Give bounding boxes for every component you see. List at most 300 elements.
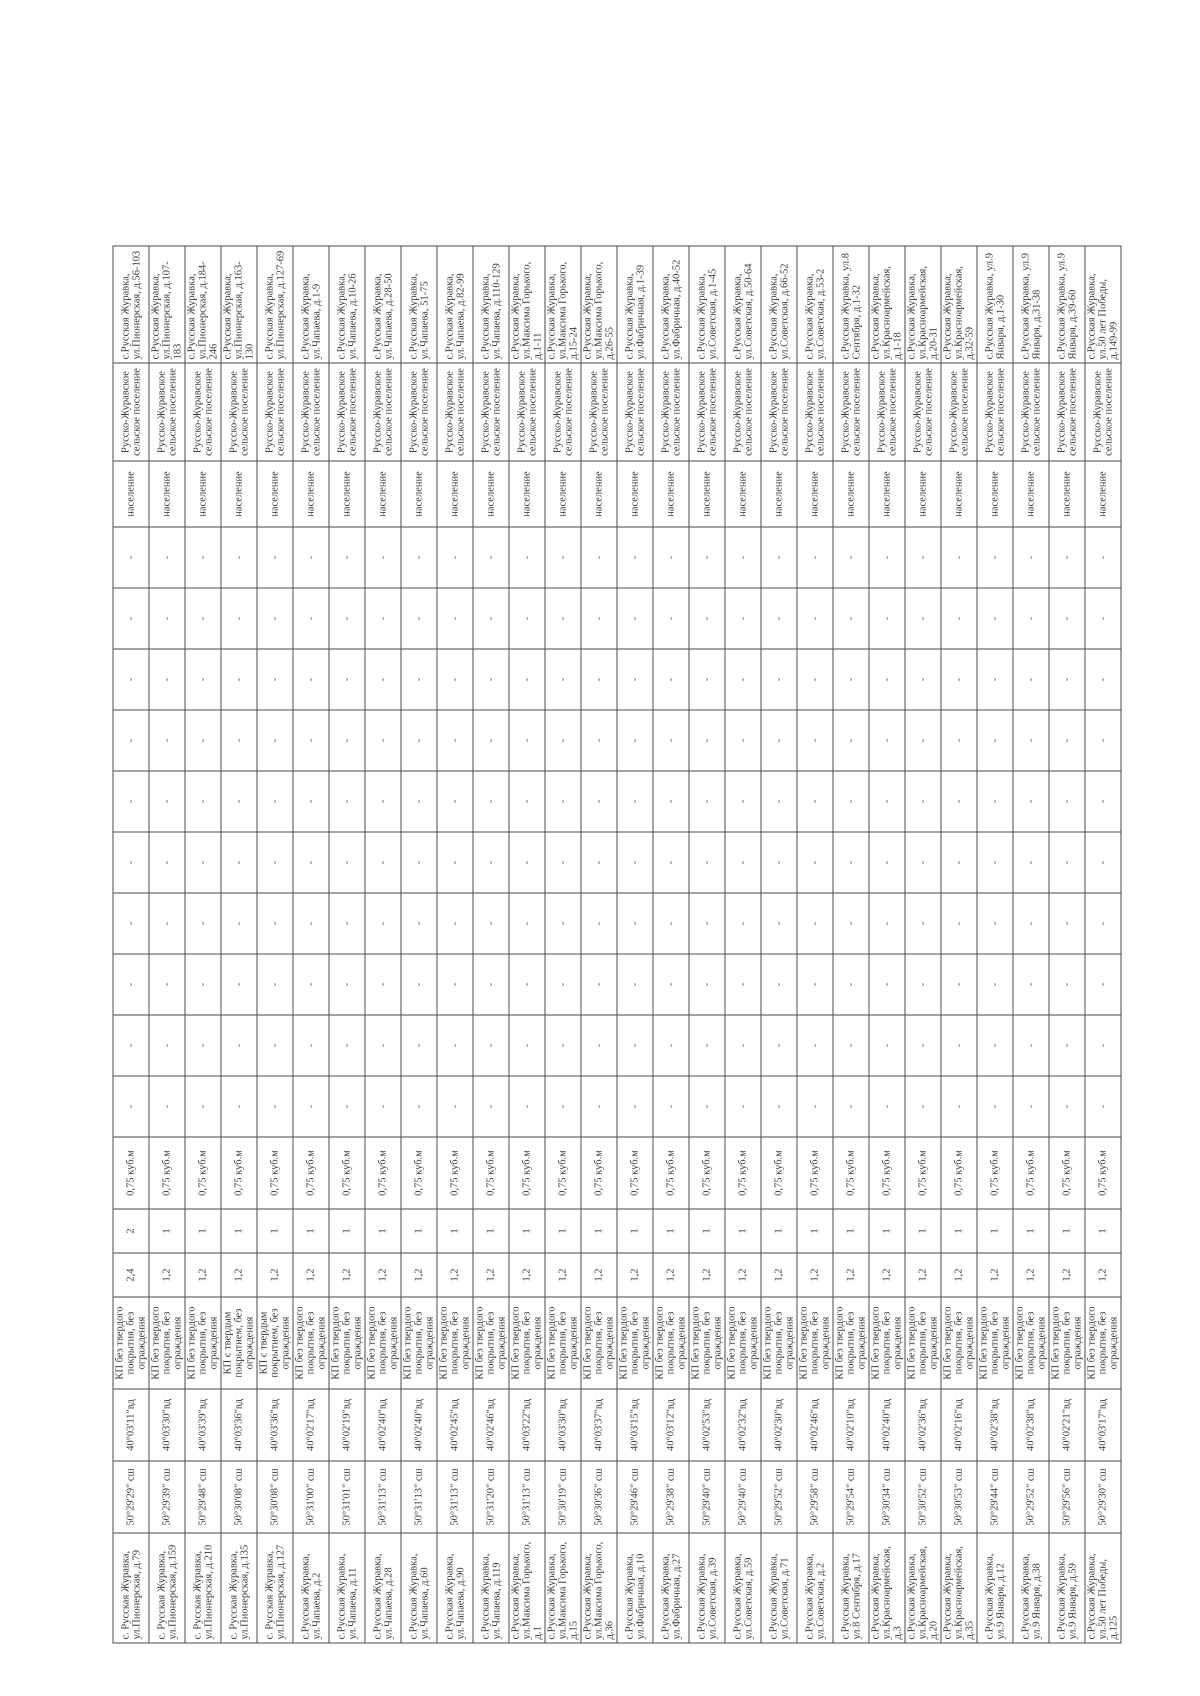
cell-owner: Русско-Журавское сельское поселение bbox=[833, 363, 869, 461]
cell-b5: - bbox=[725, 832, 761, 893]
cell-b1: - bbox=[185, 1076, 221, 1137]
cell-b1: - bbox=[545, 1076, 581, 1137]
cell-status: население bbox=[293, 461, 329, 527]
cell-b7: - bbox=[905, 710, 941, 771]
cell-address: с. Русская Журавка, ул.Пионерская, д.79 bbox=[113, 1533, 149, 1643]
cell-b7: - bbox=[1013, 710, 1049, 771]
cell-address: с.Русская Журавка, ул.Красноармейская, д.20 bbox=[905, 1533, 941, 1643]
cell-b4: - bbox=[725, 893, 761, 954]
cell-location: с.Русская Журавка, ул.Советская, д.53-2 bbox=[797, 246, 833, 363]
cell-location: с.Русская Журавка, ул.Советская, д.50-64 bbox=[725, 246, 761, 363]
cell-b1: - bbox=[509, 1076, 545, 1137]
cell-b6: - bbox=[869, 771, 905, 832]
cell-b3: - bbox=[797, 954, 833, 1015]
cell-owner: Русско-Журавское сельское поселение bbox=[221, 363, 257, 461]
cell-latitude: 50°30'08" сш bbox=[221, 1461, 257, 1533]
cell-surface: КП с твердым покрытием, без ограждения bbox=[257, 1297, 293, 1389]
cell-longitude: 40°03'11"вд bbox=[113, 1389, 149, 1461]
cell-b6: - bbox=[473, 771, 509, 832]
cell-volume: 0,75 куб.м bbox=[1085, 1137, 1121, 1209]
cell-surface: КП без твердого покрытия, без ограждения bbox=[689, 1297, 725, 1389]
cell-longitude: 40°03'37"вд bbox=[581, 1389, 617, 1461]
cell-b7: - bbox=[761, 710, 797, 771]
cell-b10: - bbox=[329, 527, 365, 588]
cell-b10: - bbox=[113, 527, 149, 588]
cell-b1: - bbox=[905, 1076, 941, 1137]
cell-b2: - bbox=[689, 1015, 725, 1076]
cell-b4: - bbox=[869, 893, 905, 954]
cell-latitude: 50°31'01" сш bbox=[329, 1461, 365, 1533]
cell-b8: - bbox=[473, 649, 509, 710]
cell-longitude: 40°02'38"вд bbox=[1013, 1389, 1049, 1461]
cell-surface: КП без твердого покрытия, без ограждения bbox=[113, 1297, 149, 1389]
cell-surface: КП без твердого покрытия, без ограждения bbox=[437, 1297, 473, 1389]
cell-b9: - bbox=[1013, 588, 1049, 649]
table-row bbox=[329, 246, 365, 1643]
cell-volume: 0,75 куб.м bbox=[617, 1137, 653, 1209]
table-row bbox=[833, 246, 869, 1643]
cell-owner: Русско-Журавское сельское поселение bbox=[761, 363, 797, 461]
cell-count: 1 bbox=[545, 1209, 581, 1253]
cell-status: население bbox=[761, 461, 797, 527]
cell-b1: - bbox=[617, 1076, 653, 1137]
cell-volume: 0,75 куб.м bbox=[653, 1137, 689, 1209]
cell-area: 1,2 bbox=[617, 1253, 653, 1297]
cell-b9: - bbox=[185, 588, 221, 649]
cell-b6: - bbox=[581, 771, 617, 832]
cell-b3: - bbox=[329, 954, 365, 1015]
waste-container-register-table bbox=[112, 246, 1121, 1644]
cell-b7: - bbox=[1085, 710, 1121, 771]
cell-b4: - bbox=[653, 893, 689, 954]
cell-volume: 0,75 куб.м bbox=[329, 1137, 365, 1209]
cell-b2: - bbox=[653, 1015, 689, 1076]
table-row bbox=[1013, 246, 1049, 1643]
cell-b8: - bbox=[509, 649, 545, 710]
cell-b5: - bbox=[581, 832, 617, 893]
cell-b7: - bbox=[149, 710, 185, 771]
cell-volume: 0,75 куб.м bbox=[941, 1137, 977, 1209]
cell-b9: - bbox=[221, 588, 257, 649]
cell-b10: - bbox=[761, 527, 797, 588]
cell-area: 1,2 bbox=[257, 1253, 293, 1297]
cell-location: с.Русская Журавка, ул.Пионерская, д.163-130 bbox=[221, 246, 257, 363]
cell-count: 1 bbox=[1013, 1209, 1049, 1253]
cell-address: с.Русская Журавка, ул.Чапаева, д.11 bbox=[329, 1533, 365, 1643]
cell-b6: - bbox=[1049, 771, 1085, 832]
table-row bbox=[761, 246, 797, 1643]
cell-b4: - bbox=[509, 893, 545, 954]
cell-location: с.Русская Журавка, ул.Чапаева, д.82-99 bbox=[437, 246, 473, 363]
cell-b10: - bbox=[797, 527, 833, 588]
cell-b10: - bbox=[869, 527, 905, 588]
cell-b5: - bbox=[473, 832, 509, 893]
cell-location: с.Русская Журавка, ул.8 Сентября, д.1-32 bbox=[833, 246, 869, 363]
cell-b10: - bbox=[257, 527, 293, 588]
cell-b8: - bbox=[725, 649, 761, 710]
cell-b3: - bbox=[437, 954, 473, 1015]
cell-b7: - bbox=[257, 710, 293, 771]
table-row bbox=[869, 246, 905, 1643]
cell-volume: 0,75 куб.м bbox=[905, 1137, 941, 1209]
cell-status: население bbox=[365, 461, 401, 527]
cell-volume: 0,75 куб.м bbox=[833, 1137, 869, 1209]
table-row bbox=[725, 246, 761, 1643]
cell-b9: - bbox=[653, 588, 689, 649]
cell-surface: КП без твердого покрытия, без ограждения bbox=[581, 1297, 617, 1389]
cell-b8: - bbox=[149, 649, 185, 710]
cell-b3: - bbox=[473, 954, 509, 1015]
cell-area: 2,4 bbox=[113, 1253, 149, 1297]
cell-address: с. Русская Журавка, ул.Пионерская, д.159 bbox=[149, 1533, 185, 1643]
cell-b5: - bbox=[1085, 832, 1121, 893]
cell-b4: - bbox=[221, 893, 257, 954]
cell-address: с.Русская Журавка, ул.Советская, д.2 bbox=[797, 1533, 833, 1643]
cell-surface: КП без твердого покрытия, без ограждения bbox=[509, 1297, 545, 1389]
cell-b8: - bbox=[437, 649, 473, 710]
cell-b7: - bbox=[545, 710, 581, 771]
cell-area: 1,2 bbox=[869, 1253, 905, 1297]
cell-b9: - bbox=[833, 588, 869, 649]
cell-owner: Русско-Журавское сельское поселение bbox=[1085, 363, 1121, 461]
cell-address: с.Русская Журавка, ул.Фабричная, д.10 bbox=[617, 1533, 653, 1643]
cell-count: 1 bbox=[365, 1209, 401, 1253]
cell-b1: - bbox=[365, 1076, 401, 1137]
cell-volume: 0,75 куб.м bbox=[581, 1137, 617, 1209]
cell-b6: - bbox=[401, 771, 437, 832]
cell-volume: 0,75 куб.м bbox=[725, 1137, 761, 1209]
cell-volume: 0,75 куб.м bbox=[365, 1137, 401, 1209]
cell-b4: - bbox=[833, 893, 869, 954]
table-row bbox=[689, 246, 725, 1643]
cell-b10: - bbox=[905, 527, 941, 588]
cell-b9: - bbox=[617, 588, 653, 649]
cell-b1: - bbox=[329, 1076, 365, 1137]
cell-area: 1,2 bbox=[185, 1253, 221, 1297]
cell-latitude: 50°29'58" сш bbox=[797, 1461, 833, 1533]
cell-b5: - bbox=[869, 832, 905, 893]
table-row bbox=[797, 246, 833, 1643]
cell-b8: - bbox=[545, 649, 581, 710]
cell-owner: Русско-Журавское сельское поселение bbox=[1049, 363, 1085, 461]
cell-b4: - bbox=[689, 893, 725, 954]
table-row bbox=[293, 246, 329, 1643]
cell-b8: - bbox=[401, 649, 437, 710]
cell-owner: Русско-Журавское сельское поселение bbox=[869, 363, 905, 461]
table-row bbox=[581, 246, 617, 1643]
cell-b1: - bbox=[833, 1076, 869, 1137]
cell-owner: Русско-Журавское сельское поселение bbox=[509, 363, 545, 461]
cell-b10: - bbox=[365, 527, 401, 588]
cell-b2: - bbox=[473, 1015, 509, 1076]
cell-count: 1 bbox=[653, 1209, 689, 1253]
cell-longitude: 40°02'10"вд bbox=[833, 1389, 869, 1461]
cell-latitude: 50°29'48" сш bbox=[185, 1461, 221, 1533]
cell-b3: - bbox=[581, 954, 617, 1015]
cell-b3: - bbox=[365, 954, 401, 1015]
cell-b6: - bbox=[437, 771, 473, 832]
cell-b9: - bbox=[545, 588, 581, 649]
cell-b4: - bbox=[257, 893, 293, 954]
cell-b5: - bbox=[365, 832, 401, 893]
cell-status: население bbox=[149, 461, 185, 527]
cell-surface: КП без твердого покрытия, без ограждения bbox=[761, 1297, 797, 1389]
cell-owner: Русско-Журавское сельское поселение bbox=[293, 363, 329, 461]
table-row bbox=[401, 246, 437, 1643]
cell-count: 1 bbox=[977, 1209, 1013, 1253]
cell-b4: - bbox=[545, 893, 581, 954]
cell-b2: - bbox=[257, 1015, 293, 1076]
table-row bbox=[437, 246, 473, 1643]
cell-b5: - bbox=[329, 832, 365, 893]
cell-area: 1,2 bbox=[437, 1253, 473, 1297]
cell-b4: - bbox=[797, 893, 833, 954]
cell-b6: - bbox=[905, 771, 941, 832]
cell-latitude: 50°31'13" сш bbox=[437, 1461, 473, 1533]
cell-b5: - bbox=[401, 832, 437, 893]
cell-latitude: 50°29'40" сш bbox=[689, 1461, 725, 1533]
cell-b9: - bbox=[869, 588, 905, 649]
cell-status: население bbox=[509, 461, 545, 527]
cell-b4: - bbox=[185, 893, 221, 954]
cell-owner: Русско-Журавское сельское поселение bbox=[653, 363, 689, 461]
cell-b8: - bbox=[1085, 649, 1121, 710]
cell-address: с.Русская Журавка, ул.Чапаева, д.2 bbox=[293, 1533, 329, 1643]
cell-b9: - bbox=[509, 588, 545, 649]
cell-location: с.Русская Журавка, ул.Максима Горького, д.15-24 bbox=[545, 246, 581, 363]
cell-b7: - bbox=[1049, 710, 1085, 771]
cell-area: 1,2 bbox=[797, 1253, 833, 1297]
cell-address: с.Русская Журавка, ул.Чапаева, д.60 bbox=[401, 1533, 437, 1643]
cell-longitude: 40°02'46"вд bbox=[797, 1389, 833, 1461]
cell-b5: - bbox=[617, 832, 653, 893]
cell-b3: - bbox=[941, 954, 977, 1015]
cell-location: с.Русская Журавка, ул.9 Января, д.31-38 bbox=[1013, 246, 1049, 363]
cell-b7: - bbox=[473, 710, 509, 771]
cell-b2: - bbox=[869, 1015, 905, 1076]
cell-longitude: 40°03'30"вд bbox=[149, 1389, 185, 1461]
cell-location: с.Русская Журавка, ул.Пионерская, д.184-246 bbox=[185, 246, 221, 363]
cell-longitude: 40°03'30"вд bbox=[545, 1389, 581, 1461]
cell-b6: - bbox=[761, 771, 797, 832]
cell-status: население bbox=[941, 461, 977, 527]
cell-b8: - bbox=[365, 649, 401, 710]
cell-b5: - bbox=[185, 832, 221, 893]
cell-latitude: 50°31'20" сш bbox=[473, 1461, 509, 1533]
cell-count: 2 bbox=[113, 1209, 149, 1253]
cell-volume: 0,75 куб.м bbox=[185, 1137, 221, 1209]
cell-status: население bbox=[869, 461, 905, 527]
cell-surface: КП без твердого покрытия, без ограждения bbox=[293, 1297, 329, 1389]
cell-b10: - bbox=[689, 527, 725, 588]
cell-longitude: 40°02'16"вд bbox=[941, 1389, 977, 1461]
cell-latitude: 50°31'00" сш bbox=[293, 1461, 329, 1533]
cell-location: с.Русская Журавка, ул.50 лет Победы, д.149-99 bbox=[1085, 246, 1121, 363]
cell-b3: - bbox=[1085, 954, 1121, 1015]
cell-b6: - bbox=[185, 771, 221, 832]
cell-b10: - bbox=[293, 527, 329, 588]
cell-b3: - bbox=[1049, 954, 1085, 1015]
cell-b3: - bbox=[149, 954, 185, 1015]
cell-b9: - bbox=[293, 588, 329, 649]
cell-b4: - bbox=[149, 893, 185, 954]
cell-longitude: 40°02'46"вд bbox=[473, 1389, 509, 1461]
cell-b6: - bbox=[149, 771, 185, 832]
cell-b7: - bbox=[941, 710, 977, 771]
cell-latitude: 50°29'44" сш bbox=[977, 1461, 1013, 1533]
cell-b5: - bbox=[257, 832, 293, 893]
cell-status: население bbox=[581, 461, 617, 527]
table-row bbox=[905, 246, 941, 1643]
cell-surface: КП без твердого покрытия, без ограждения bbox=[1085, 1297, 1121, 1389]
cell-address: с.Русская Журавка, ул.Максима Горького, д.15 bbox=[545, 1533, 581, 1643]
cell-owner: Русско-Журавское сельское поселение bbox=[149, 363, 185, 461]
cell-b2: - bbox=[293, 1015, 329, 1076]
cell-surface: КП без твердого покрытия, без ограждения bbox=[545, 1297, 581, 1389]
cell-latitude: 50°30'19" сш bbox=[545, 1461, 581, 1533]
cell-count: 1 bbox=[1085, 1209, 1121, 1253]
cell-b2: - bbox=[329, 1015, 365, 1076]
cell-b7: - bbox=[653, 710, 689, 771]
cell-b10: - bbox=[1085, 527, 1121, 588]
cell-b6: - bbox=[293, 771, 329, 832]
cell-location: с.Русская Журавка, ул.Чапаева, д.28-50 bbox=[365, 246, 401, 363]
cell-owner: Русско-Журавское сельское поселение bbox=[113, 363, 149, 461]
cell-surface: КП без твердого покрытия, без ограждения bbox=[797, 1297, 833, 1389]
cell-longitude: 40°03'39"вд bbox=[185, 1389, 221, 1461]
cell-count: 1 bbox=[437, 1209, 473, 1253]
cell-volume: 0,75 куб.м bbox=[221, 1137, 257, 1209]
cell-b3: - bbox=[905, 954, 941, 1015]
cell-b9: - bbox=[797, 588, 833, 649]
cell-b2: - bbox=[941, 1015, 977, 1076]
cell-b2: - bbox=[113, 1015, 149, 1076]
cell-surface: КП без твердого покрытия, без ограждения bbox=[869, 1297, 905, 1389]
cell-address: с.Русская Журавка, ул.9 Января, д.38 bbox=[1013, 1533, 1049, 1643]
cell-address: с. Русская Журавка, ул.Пионерская, д.127 bbox=[257, 1533, 293, 1643]
cell-b7: - bbox=[437, 710, 473, 771]
cell-b9: - bbox=[581, 588, 617, 649]
cell-status: население bbox=[257, 461, 293, 527]
cell-b1: - bbox=[653, 1076, 689, 1137]
cell-address: с.Русская Журавка, ул.Чапаева, д.90 bbox=[437, 1533, 473, 1643]
cell-b6: - bbox=[941, 771, 977, 832]
cell-b7: - bbox=[113, 710, 149, 771]
cell-b3: - bbox=[293, 954, 329, 1015]
cell-b4: - bbox=[293, 893, 329, 954]
cell-area: 1,2 bbox=[725, 1253, 761, 1297]
cell-b4: - bbox=[977, 893, 1013, 954]
cell-count: 1 bbox=[941, 1209, 977, 1253]
cell-b9: - bbox=[257, 588, 293, 649]
cell-latitude: 50°30'52" сш bbox=[905, 1461, 941, 1533]
cell-b7: - bbox=[617, 710, 653, 771]
cell-volume: 0,75 куб.м bbox=[509, 1137, 545, 1209]
cell-latitude: 50°30'34" сш bbox=[869, 1461, 905, 1533]
cell-b5: - bbox=[833, 832, 869, 893]
cell-status: население bbox=[833, 461, 869, 527]
cell-b5: - bbox=[509, 832, 545, 893]
cell-longitude: 40°02'40"вд bbox=[401, 1389, 437, 1461]
cell-longitude: 40°03'17"вд bbox=[1085, 1389, 1121, 1461]
cell-b1: - bbox=[941, 1076, 977, 1137]
cell-count: 1 bbox=[725, 1209, 761, 1253]
cell-address: с.Русская Журавка, ул.Чапаева, д.119 bbox=[473, 1533, 509, 1643]
cell-status: население bbox=[185, 461, 221, 527]
cell-b5: - bbox=[293, 832, 329, 893]
cell-location: с.Русская Журавка, ул.Красноармейская, д.1-18 bbox=[869, 246, 905, 363]
cell-owner: Русско-Журавское сельское поселение bbox=[797, 363, 833, 461]
cell-b1: - bbox=[149, 1076, 185, 1137]
cell-longitude: 40°03'12"вд bbox=[653, 1389, 689, 1461]
cell-b4: - bbox=[329, 893, 365, 954]
cell-b8: - bbox=[977, 649, 1013, 710]
cell-b2: - bbox=[977, 1015, 1013, 1076]
cell-b10: - bbox=[545, 527, 581, 588]
cell-b8: - bbox=[581, 649, 617, 710]
cell-volume: 0,75 куб.м bbox=[869, 1137, 905, 1209]
cell-b8: - bbox=[653, 649, 689, 710]
table-row bbox=[1049, 246, 1085, 1643]
table-row bbox=[113, 246, 149, 1643]
cell-b10: - bbox=[653, 527, 689, 588]
cell-location: с.Русская Журавка, ул.Красноармейская, д.32-59 bbox=[941, 246, 977, 363]
cell-b8: - bbox=[1013, 649, 1049, 710]
cell-b8: - bbox=[257, 649, 293, 710]
table-row bbox=[473, 246, 509, 1643]
cell-b3: - bbox=[113, 954, 149, 1015]
cell-b3: - bbox=[257, 954, 293, 1015]
cell-b3: - bbox=[545, 954, 581, 1015]
cell-b6: - bbox=[833, 771, 869, 832]
cell-owner: Русско-Журавское сельское поселение bbox=[329, 363, 365, 461]
cell-b7: - bbox=[689, 710, 725, 771]
table-row bbox=[257, 246, 293, 1643]
cell-count: 1 bbox=[581, 1209, 617, 1253]
cell-b4: - bbox=[437, 893, 473, 954]
cell-owner: Русско-Журавское сельское поселение bbox=[725, 363, 761, 461]
cell-longitude: 40°02'36"вд bbox=[905, 1389, 941, 1461]
cell-b1: - bbox=[1049, 1076, 1085, 1137]
table-body bbox=[113, 246, 1121, 1643]
cell-volume: 0,75 куб.м bbox=[977, 1137, 1013, 1209]
cell-b8: - bbox=[329, 649, 365, 710]
cell-b8: - bbox=[221, 649, 257, 710]
cell-latitude: 50°29'46" сш bbox=[617, 1461, 653, 1533]
cell-b1: - bbox=[761, 1076, 797, 1137]
cell-b7: - bbox=[725, 710, 761, 771]
table-row bbox=[545, 246, 581, 1643]
cell-b10: - bbox=[941, 527, 977, 588]
cell-count: 1 bbox=[869, 1209, 905, 1253]
cell-b8: - bbox=[869, 649, 905, 710]
cell-address: с.Русская Журавка, ул.8 Сентября, д.17 bbox=[833, 1533, 869, 1643]
cell-owner: Русско-Журавское сельское поселение bbox=[617, 363, 653, 461]
cell-b4: - bbox=[905, 893, 941, 954]
cell-location: с.Русская Журавка, ул.9 Января, д.1-30 bbox=[977, 246, 1013, 363]
cell-latitude: 50°30'08" сш bbox=[257, 1461, 293, 1533]
cell-status: население bbox=[329, 461, 365, 527]
cell-longitude: 40°03'15"вд bbox=[617, 1389, 653, 1461]
cell-b1: - bbox=[1013, 1076, 1049, 1137]
cell-b7: - bbox=[365, 710, 401, 771]
cell-b4: - bbox=[761, 893, 797, 954]
cell-b1: - bbox=[113, 1076, 149, 1137]
cell-b6: - bbox=[221, 771, 257, 832]
cell-b9: - bbox=[689, 588, 725, 649]
cell-b8: - bbox=[185, 649, 221, 710]
cell-b8: - bbox=[905, 649, 941, 710]
